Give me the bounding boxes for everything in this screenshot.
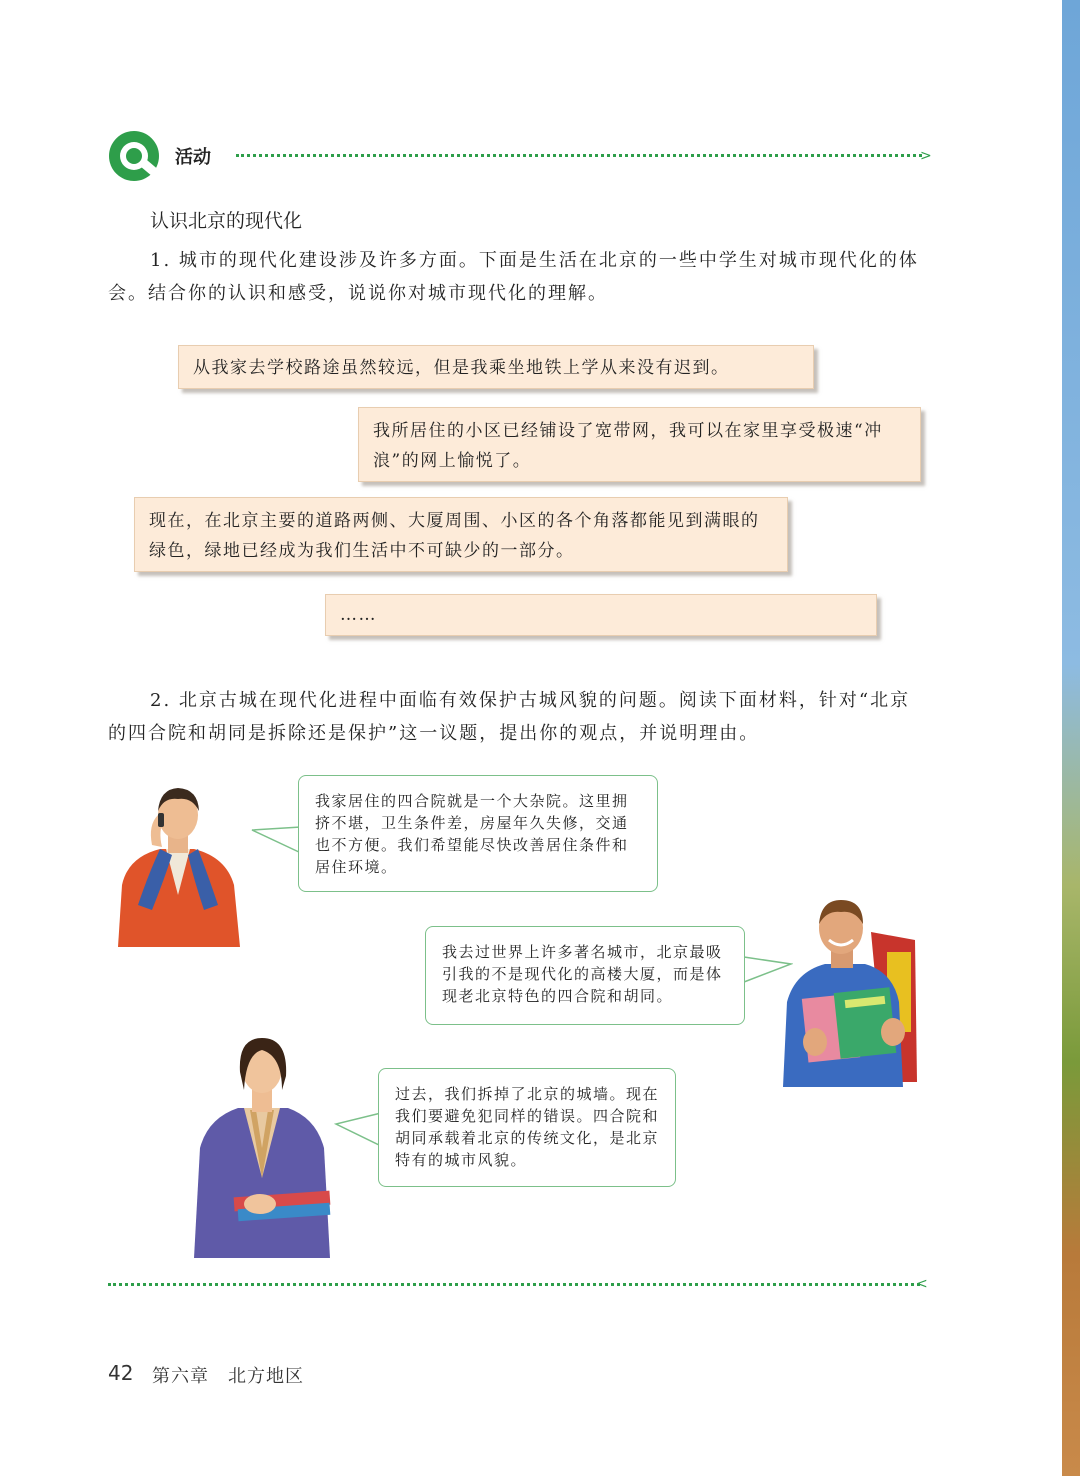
student-note-subway: 从我家去学校路途虽然较远，但是我乘坐地铁上学从来没有迟到。 (178, 345, 814, 389)
question-2-text: 2. 北京古城在现代化进程中面临有效保护古城风貌的问题。阅读下面材料，针对“北京的四合院和胡同是拆除还是保护”这一议题，提出你的观点，并说明理由。 (108, 690, 911, 744)
bubble-2-pointer (743, 955, 793, 985)
activity-subtitle: 认识北京的现代化 (150, 210, 303, 232)
student-note-greenery: 现在，在北京主要的道路两侧、大厦周围、小区的各个角落都能见到满眼的绿色，绿地已经成为我们生活中不可缺少的一部分。 (134, 497, 788, 572)
speech-bubble-resident: 我家居住的四合院就是一个大杂院。这里拥挤不堪，卫生条件差，房屋年久失修，交通也不方便。我们希望能尽快改善居住条件和居住环境。 (298, 775, 658, 892)
page-edge-photo-strip (1062, 0, 1080, 1476)
question-1-text: 1. 城市的现代化建设涉及许多方面。下面是生活在北京的一些中学生对城市现代化的体会。结合你的认识和感受，说说你对城市现代化的理解。 (108, 250, 919, 304)
speech-bubble-woman: 过去，我们拆掉了北京的城墙。现在我们要避免犯同样的错误。四合院和胡同承载着北京的传统文化，是北京特有的城市风貌。 (378, 1068, 676, 1187)
student-note-ellipsis: …… (325, 594, 877, 636)
tourist-figure (775, 892, 920, 1087)
activity-icon (108, 130, 160, 182)
top-dotted-divider (236, 154, 922, 157)
activity-heading: 活动 (175, 147, 211, 168)
chapter-title: 第六章 北方地区 (152, 1366, 304, 1387)
woman-figure (190, 1028, 335, 1258)
bubble-3-pointer (334, 1108, 382, 1148)
divider-arrow-icon: > (920, 148, 932, 164)
resident-figure (108, 775, 248, 947)
page-number: 42 (108, 1361, 134, 1385)
bubble-1-pointer (250, 825, 302, 855)
student-note-broadband: 我所居住的小区已经铺设了宽带网，我可以在家里享受极速“冲浪”的网上愉悦了。 (358, 407, 921, 482)
speech-bubble-tourist: 我去过世界上许多著名城市，北京最吸引我的不是现代化的高楼大厦，而是体现老北京特色的四合院和胡同。 (425, 926, 745, 1025)
divider-arrow-left-icon: < (916, 1276, 928, 1292)
bottom-dotted-divider (108, 1283, 920, 1286)
